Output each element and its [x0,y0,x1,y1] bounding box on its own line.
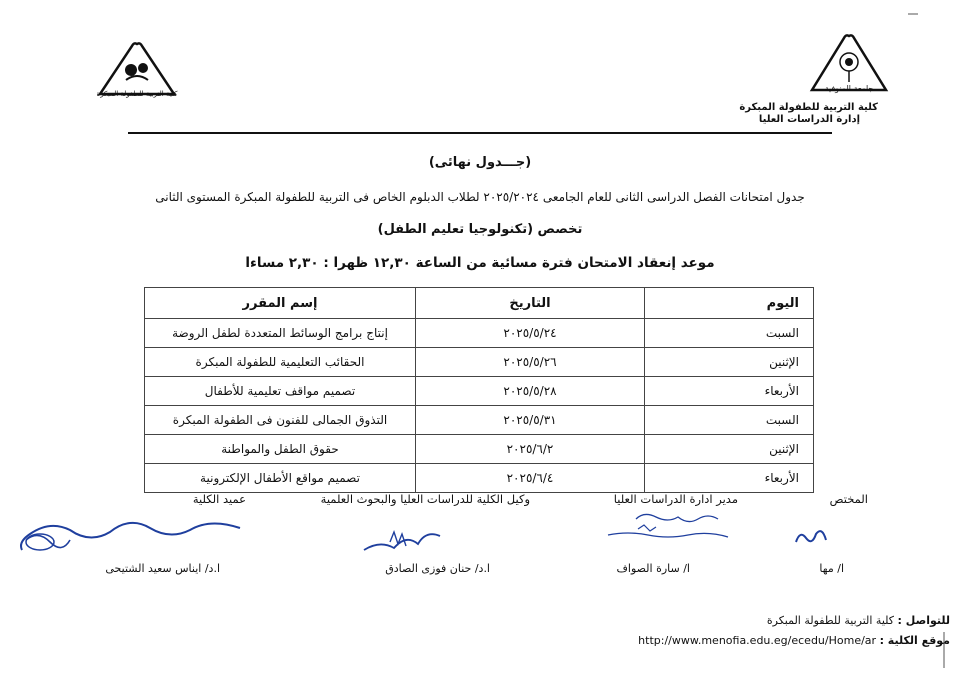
dean-signature [10,510,250,558]
specialist-signature [792,520,832,550]
document-description: جدول امتحانات الفصل الدراسى الثانى للعام الجامعى ٢٠٢٥/٢٠٢٤ لطلاب الدبلوم الخاص فى التربية للطفولة المبكرة المستوى الثانى [155,190,805,204]
document-title: (جـــدول نهائى) [428,155,532,170]
department-name: إدارة الدراسات العليا [758,114,860,125]
vice-dean-role: وكيل الكلية للدراسات العليا والبحوث العلمية [320,492,530,506]
row-course: التذوق الجمالى للفنون فى الطفولة المبكرة [145,406,416,435]
university-logo [808,32,890,106]
scan-edge-icon [940,630,948,670]
manager-name: ا/ سارة الصواف [616,562,690,575]
scan-mark-icon [906,8,920,20]
dean-role: عميد الكلية [192,492,246,506]
website-label: موقع الكلية : [879,634,950,647]
row-date: ٢٠٢٥/٥/٢٤ [416,319,645,348]
faculty-name: كلية التربية للطفولة المبكرة [739,102,878,113]
faculty-logo-caption: كلية التربية للطفولة المبكرة [96,90,178,98]
row-date: ٢٠٢٥/٥/٢٦ [416,348,645,377]
row-course: تصميم مواقف تعليمية للأطفال [145,377,416,406]
table-row [145,377,814,406]
header-divider [128,132,832,134]
table-row [145,319,814,348]
specialist-name: ا/ مها [819,562,844,575]
row-date: ٢٠٢٥/٦/٢ [416,435,645,464]
contact-value: كلية التربية للطفولة المبكرة [766,614,895,627]
header-day: اليوم [645,288,814,319]
manager-signature [598,505,748,545]
row-course: الحقائب التعليمية للطفولة المبكرة [145,348,416,377]
specialist-role: المختص [829,492,868,506]
contact-label: للتواصل : [897,614,950,627]
row-day: الأربعاء [645,377,814,406]
row-day: الإثنين [645,348,814,377]
row-date: ٢٠٢٥/٥/٢٨ [416,377,645,406]
exam-schedule-table [144,287,814,493]
row-course: إنتاج برامج الوسائط المتعددة لطفل الروضة [145,319,416,348]
table-row [145,464,814,493]
vice-dean-signature [360,520,450,556]
table-header-row [145,288,814,319]
website-line [638,634,950,647]
header-date: التاريخ [416,288,645,319]
university-logo-caption: جامعة المنوفية [824,84,874,93]
row-course: تصميم مواقع الأطفال الإلكترونية [145,464,416,493]
row-day: الأربعاء [645,464,814,493]
row-date: ٢٠٢٥/٦/٤ [416,464,645,493]
row-course: حقوق الطفل والمواطنة [145,435,416,464]
row-day: السبت [645,406,814,435]
row-day: الإثنين [645,435,814,464]
table-row [145,406,814,435]
faculty-logo [96,40,178,106]
exam-timing: موعد إنعقاد الامتحان فترة مسائية من الساعة ١٢,٣٠ ظهرا : ٢,٣٠ مساءا [245,255,715,271]
table-row [145,348,814,377]
table-row [145,435,814,464]
website-link[interactable]: http://www.menofia.edu.eg/ecedu/Home/ar [638,634,877,647]
row-date: ٢٠٢٥/٥/٣١ [416,406,645,435]
contact-line [767,614,950,627]
row-day: السبت [645,319,814,348]
dean-name: ا.د/ ايناس سعيد الشتيحى [105,562,220,575]
specialization-title: تخصص (تكنولوجيا تعليم الطفل) [377,222,583,237]
manager-role: مدير ادارة الدراسات العليا [613,492,738,506]
header-course: إسم المقرر [145,288,416,319]
vice-dean-name: ا.د/ حنان فوزى الصادق [385,562,490,575]
